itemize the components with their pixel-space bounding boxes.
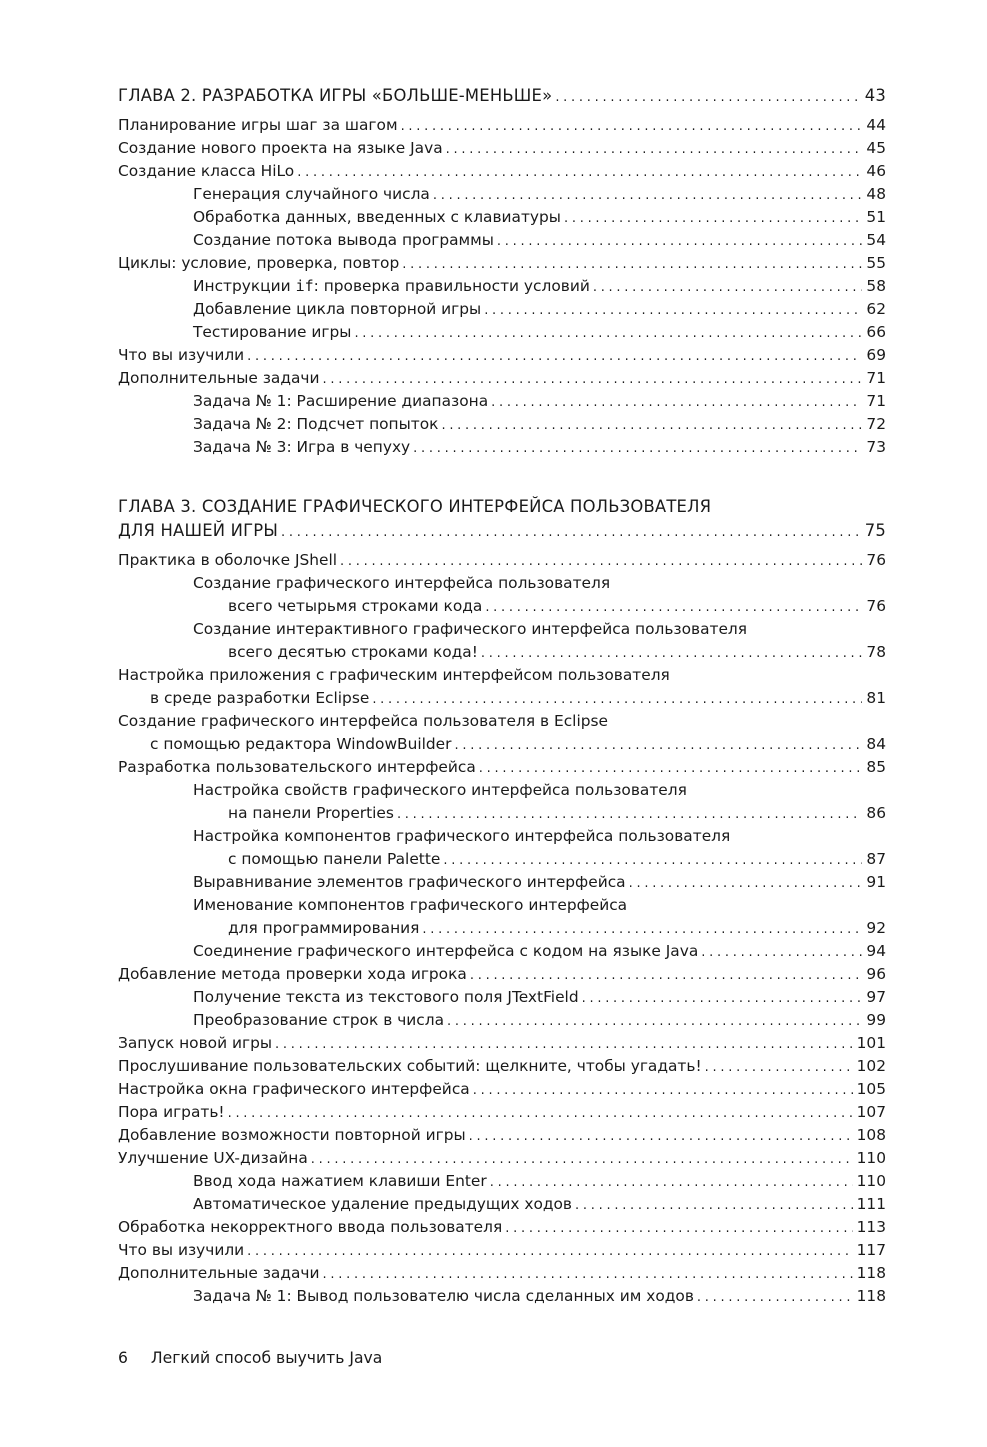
entry-title: Настройка окна графического интерфейса xyxy=(118,1080,470,1098)
dot-leader xyxy=(340,549,862,573)
page-number: 71 xyxy=(866,392,886,410)
toc-subentry xyxy=(118,229,886,252)
page-number: 94 xyxy=(866,942,886,960)
toc-subentry xyxy=(118,595,886,618)
entry-title: Преобразование строк в числа xyxy=(193,1011,445,1029)
entry-title: Пора играть! xyxy=(118,1103,225,1121)
dot-leader xyxy=(297,160,862,184)
entry-title: Задача № 3: Игра в чепуху xyxy=(193,438,411,456)
toc-subentry xyxy=(118,298,886,321)
entry-title: Прослушивание пользовательских событий: щелкните, чтобы угадать! xyxy=(118,1057,702,1075)
toc-subentry-line1: Создание графического интерфейса пользователя xyxy=(193,574,611,592)
dot-leader xyxy=(281,519,861,544)
page-number: 107 xyxy=(856,1103,886,1121)
toc-entry xyxy=(118,1078,886,1101)
toc-subentry xyxy=(118,413,886,436)
toc-subentry xyxy=(118,641,886,664)
toc-subentry xyxy=(118,183,886,206)
dot-leader xyxy=(705,1055,853,1079)
page-number: 44 xyxy=(866,116,886,134)
entry-title: в среде разработки Eclipse xyxy=(150,689,370,707)
chapter-3-heading-line1: ГЛАВА 3. СОЗДАНИЕ ГРАФИЧЕСКОГО ИНТЕРФЕЙСА ПОЛЬЗОВАТЕЛЯ xyxy=(118,497,712,516)
dot-leader xyxy=(701,940,862,964)
entry-title: Создание класса HiLo xyxy=(118,162,295,180)
dot-leader xyxy=(484,298,862,322)
toc-entry xyxy=(118,1032,886,1055)
page-number: 85 xyxy=(866,758,886,776)
page-number: 51 xyxy=(866,208,886,226)
page-number: 99 xyxy=(866,1011,886,1029)
page-number: 43 xyxy=(864,86,886,105)
toc-subentry xyxy=(118,275,886,298)
toc-subentry xyxy=(118,206,886,229)
entry-title: Обработка некорректного ввода пользователя xyxy=(118,1218,503,1236)
chapter-title: ДЛЯ НАШЕЙ ИГРЫ xyxy=(118,521,279,540)
page-number: 58 xyxy=(866,277,886,295)
entry-title: всего десятью строками кода! xyxy=(228,643,478,661)
page-number: 45 xyxy=(866,139,886,157)
entry-title: Практика в оболочке JShell xyxy=(118,551,338,569)
toc-entry xyxy=(118,1124,886,1147)
toc-entry-line1: Создание графического интерфейса пользователя в Eclipse xyxy=(118,712,608,730)
entry-title: Получение текста из текстового поля JTextField xyxy=(193,988,579,1006)
dot-leader xyxy=(505,1216,852,1240)
toc-entry xyxy=(118,1055,886,1078)
entry-title: Создание нового проекта на языке Java xyxy=(118,139,443,157)
dot-leader xyxy=(372,687,862,711)
entry-title: Добавление возможности повторной игры xyxy=(118,1126,466,1144)
dot-leader xyxy=(582,986,863,1010)
dot-leader xyxy=(473,1078,853,1102)
dot-leader xyxy=(323,1262,853,1286)
section-gap xyxy=(118,459,886,495)
toc-entry xyxy=(118,963,886,986)
entry-title: Автоматическое удаление предыдущих ходов xyxy=(193,1195,572,1213)
page-number: 55 xyxy=(866,254,886,272)
toc-entry xyxy=(118,114,886,137)
page-number: 110 xyxy=(856,1172,886,1190)
page-number: 66 xyxy=(866,323,886,341)
dot-leader xyxy=(247,344,862,368)
dot-leader xyxy=(275,1032,853,1056)
entry-title: Циклы: условие, проверка, повтор xyxy=(118,254,400,272)
page-number: 105 xyxy=(856,1080,886,1098)
footer-page-number: 6 xyxy=(118,1349,128,1367)
entry-title: Дополнительные задачи xyxy=(118,369,320,387)
dot-leader xyxy=(454,733,862,757)
entry-title: с помощью редактора WindowBuilder xyxy=(150,735,452,753)
dot-leader xyxy=(470,963,863,987)
dot-leader xyxy=(629,871,863,895)
dot-leader xyxy=(491,390,862,414)
entry-title: Добавление метода проверки хода игрока xyxy=(118,965,467,983)
dot-leader xyxy=(433,183,863,207)
page-number: 87 xyxy=(866,850,886,868)
entry-title: Запуск новой игры xyxy=(118,1034,272,1052)
page-number: 62 xyxy=(866,300,886,318)
entry-title: Что вы изучили xyxy=(118,346,245,364)
page-number: 76 xyxy=(866,551,886,569)
entry-title: Выравнивание элементов графического интерфейса xyxy=(193,873,626,891)
dot-leader xyxy=(575,1193,853,1217)
page-number: 76 xyxy=(866,597,886,615)
entry-title: на панели Properties xyxy=(228,804,394,822)
toc-entry xyxy=(118,549,886,572)
dot-leader xyxy=(422,917,862,941)
dot-leader xyxy=(402,252,862,276)
page-number: 110 xyxy=(856,1149,886,1167)
entry-title: Что вы изучили xyxy=(118,1241,245,1259)
page-number: 48 xyxy=(866,185,886,203)
dot-leader xyxy=(413,436,862,460)
dot-leader xyxy=(247,1239,852,1263)
toc-entry xyxy=(118,367,886,390)
page-number: 86 xyxy=(866,804,886,822)
entry-title: Дополнительные задачи xyxy=(118,1264,320,1282)
entry-title: Задача № 2: Подсчет попыток xyxy=(193,415,439,433)
page-number: 92 xyxy=(866,919,886,937)
toc-subentry xyxy=(118,390,886,413)
toc-entry xyxy=(118,1239,886,1262)
toc-subentry-line1: Настройка свойств графического интерфейса пользователя xyxy=(193,781,687,799)
page-number: 97 xyxy=(866,988,886,1006)
page-number: 111 xyxy=(856,1195,886,1213)
page-number: 96 xyxy=(866,965,886,983)
toc-subentry-line1: Настройка компонентов графического интерфейса пользователя xyxy=(193,827,731,845)
toc-entry xyxy=(118,252,886,275)
dot-leader xyxy=(323,367,863,391)
toc-subentry xyxy=(118,436,886,459)
page-number: 54 xyxy=(866,231,886,249)
entry-title: Создание потока вывода программы xyxy=(193,231,494,249)
toc-subentry xyxy=(118,871,886,894)
entry-title: для программирования xyxy=(228,919,420,937)
dot-leader xyxy=(469,1124,853,1148)
dot-leader xyxy=(593,275,863,299)
page-number: 118 xyxy=(856,1264,886,1282)
toc-entry xyxy=(118,344,886,367)
code-keyword: if xyxy=(295,277,314,295)
toc-subentry xyxy=(118,1170,886,1193)
toc-subentry xyxy=(118,917,886,940)
dot-leader xyxy=(441,413,862,437)
dot-leader xyxy=(443,848,862,872)
entry-title: с помощью панели Palette xyxy=(228,850,441,868)
chapter-3-heading xyxy=(118,519,886,542)
dot-leader xyxy=(555,84,860,109)
dot-leader xyxy=(228,1101,853,1125)
toc-entry-line1: Настройка приложения с графическим интерфейсом пользователя xyxy=(118,666,670,684)
dot-leader xyxy=(490,1170,853,1194)
table-of-contents xyxy=(118,84,886,1308)
entry-title: Добавление цикла повторной игры xyxy=(193,300,482,318)
toc-entry xyxy=(118,687,886,710)
page-number: 108 xyxy=(856,1126,886,1144)
entry-title-suffix: : проверка правильности условий xyxy=(313,277,590,295)
toc-entry xyxy=(118,756,886,779)
toc-entry xyxy=(118,137,886,160)
toc-entry xyxy=(118,1101,886,1124)
dot-leader xyxy=(697,1285,853,1309)
page-number: 78 xyxy=(866,643,886,661)
footer-book-title: Легкий способ выучить Java xyxy=(150,1349,383,1367)
entry-title-prefix: Инструкции xyxy=(193,277,296,295)
toc-entry xyxy=(118,733,886,756)
page-number: 72 xyxy=(866,415,886,433)
dot-leader xyxy=(481,641,862,665)
toc-subentry-line1: Создание интерактивного графического интерфейса пользователя xyxy=(193,620,748,638)
dot-leader xyxy=(497,229,862,253)
page-number: 113 xyxy=(856,1218,886,1236)
page-number: 102 xyxy=(856,1057,886,1075)
dot-leader xyxy=(354,321,862,345)
toc-subentry xyxy=(118,802,886,825)
toc-entry xyxy=(118,160,886,183)
page-number: 46 xyxy=(866,162,886,180)
entry-title: Ввод хода нажатием клавиши Enter xyxy=(193,1172,487,1190)
dot-leader xyxy=(564,206,862,230)
chapter-2-heading xyxy=(118,84,886,107)
toc-subentry xyxy=(118,1009,886,1032)
toc-subentry xyxy=(118,1193,886,1216)
entry-title: Генерация случайного числа xyxy=(193,185,430,203)
toc-subentry-line1: Именование компонентов графического интерфейса xyxy=(193,896,628,914)
dot-leader xyxy=(447,1009,862,1033)
toc-subentry xyxy=(118,321,886,344)
dot-leader xyxy=(397,802,862,826)
dot-leader xyxy=(446,137,863,161)
toc-subentry xyxy=(118,1285,886,1308)
entry-title: Обработка данных, введенных с клавиатуры xyxy=(193,208,561,226)
page-number: 91 xyxy=(866,873,886,891)
entry-title: всего четырьмя строками кода xyxy=(228,597,483,615)
page-number: 117 xyxy=(856,1241,886,1259)
page-number: 71 xyxy=(866,369,886,387)
dot-leader xyxy=(485,595,862,619)
page-number: 101 xyxy=(856,1034,886,1052)
entry-title: Задача № 1: Расширение диапазона xyxy=(193,392,489,410)
entry-title: Тестирование игры xyxy=(193,323,352,341)
chapter-title: ГЛАВА 2. РАЗРАБОТКА ИГРЫ «БОЛЬШЕ-МЕНЬШЕ» xyxy=(118,86,553,105)
toc-entry xyxy=(118,1262,886,1285)
page-footer xyxy=(118,1349,382,1367)
entry-title: Улучшение UX-дизайна xyxy=(118,1149,308,1167)
toc-entry xyxy=(118,1216,886,1239)
page-number: 84 xyxy=(866,735,886,753)
toc-subentry xyxy=(118,848,886,871)
entry-title: Соединение графического интерфейса с кодом на языке Java xyxy=(193,942,699,960)
page-number: 69 xyxy=(866,346,886,364)
entry-title: Задача № 1: Вывод пользователю числа сделанных им ходов xyxy=(193,1287,694,1305)
dot-leader xyxy=(479,756,863,780)
page-number: 118 xyxy=(856,1287,886,1305)
toc-subentry xyxy=(118,940,886,963)
entry-title: Планирование игры шаг за шагом xyxy=(118,116,398,134)
page-number: 73 xyxy=(866,438,886,456)
entry-title xyxy=(193,275,590,298)
page-number: 75 xyxy=(864,521,886,540)
toc-subentry xyxy=(118,986,886,1009)
entry-title: Разработка пользовательского интерфейса xyxy=(118,758,476,776)
dot-leader xyxy=(401,114,863,138)
dot-leader xyxy=(311,1147,853,1171)
toc-entry xyxy=(118,1147,886,1170)
page-number: 81 xyxy=(866,689,886,707)
